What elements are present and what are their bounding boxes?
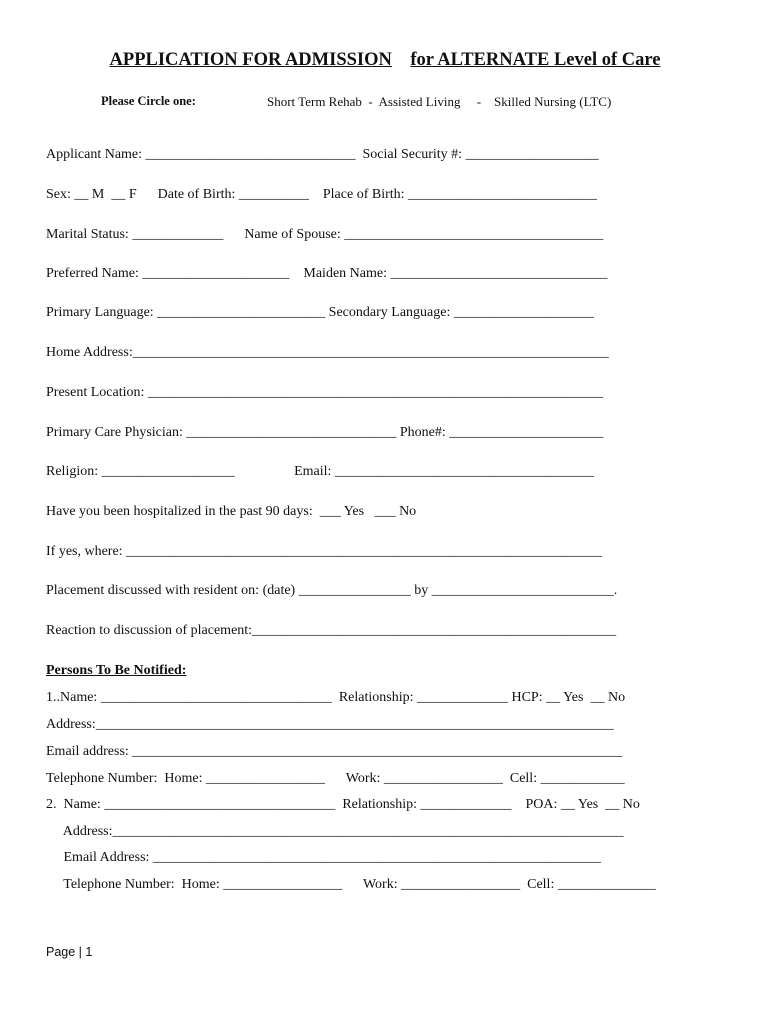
persons-heading: Persons To Be Notified:: [46, 663, 187, 678]
applicant-name-row[interactable]: Applicant Name: ______________________________ Social Security #: ___________________: [46, 147, 599, 162]
person2-address-row[interactable]: Address:_________________________________________________________________________: [46, 824, 624, 839]
person2-name-row[interactable]: 2. Name: _________________________________ Relationship: _____________ POA: __ Yes __ No: [46, 797, 640, 812]
preferred-name-row[interactable]: Preferred Name: _____________________ Maiden Name: _______________________________: [46, 266, 608, 281]
marital-status-row[interactable]: Marital Status: _____________ Name of Spouse: _____________________________________: [46, 227, 604, 242]
home-address-row[interactable]: Home Address:____________________________________________________________________: [46, 345, 609, 360]
if-yes-where-row[interactable]: If yes, where: ____________________________________________________________________: [46, 544, 603, 559]
person1-address-row[interactable]: Address:__________________________________________________________________________: [46, 717, 614, 732]
person2-email-row[interactable]: Email Address: ________________________________________________________________: [46, 850, 601, 865]
physician-row[interactable]: Primary Care Physician: ______________________________ Phone#: ______________________: [46, 425, 604, 440]
care-level-options[interactable]: Short Term Rehab - Assisted Living - Skilled Nursing (LTC): [267, 94, 612, 109]
person1-phone-row[interactable]: Telephone Number: Home: _________________ Work: _________________ Cell: ____________: [46, 771, 625, 786]
person1-name-row[interactable]: 1..Name: _________________________________ Relationship: _____________ HCP: __ Yes __ No: [46, 690, 626, 705]
title-part1: APPLICATION FOR ADMISSION: [109, 50, 392, 70]
circle-one-label: Please Circle one:: [101, 94, 196, 108]
reaction-row[interactable]: Reaction to discussion of placement:____________________________________________________: [46, 623, 617, 638]
placement-discussed-row[interactable]: Placement discussed with resident on: (date) ________________ by __________________________.: [46, 583, 618, 598]
form-title: [0, 50, 770, 71]
title-part2: for ALTERNATE Level of Care: [410, 50, 661, 70]
religion-email-row[interactable]: Religion: ___________________ Email: _____________________________________: [46, 464, 594, 479]
person1-email-row[interactable]: Email address: ______________________________________________________________________: [46, 744, 623, 759]
hospitalized-row[interactable]: Have you been hospitalized in the past 90 days: ___ Yes ___ No: [46, 504, 417, 519]
sex-dob-row[interactable]: Sex: __ M __ F Date of Birth: __________ Place of Birth: ___________________________: [46, 187, 598, 202]
page-number: Page | 1: [46, 945, 93, 959]
language-row[interactable]: Primary Language: ________________________ Secondary Language: ____________________: [46, 305, 594, 320]
person2-phone-row[interactable]: Telephone Number: Home: _________________ Work: _________________ Cell: ______________: [46, 877, 656, 892]
present-location-row[interactable]: Present Location: _________________________________________________________________: [46, 385, 603, 400]
